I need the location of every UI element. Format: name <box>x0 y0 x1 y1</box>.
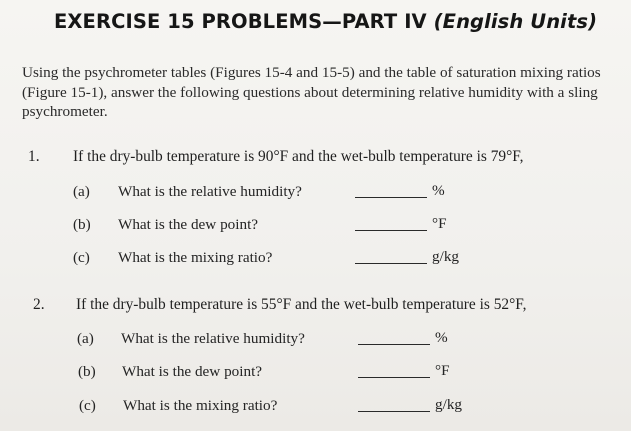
problem-2b-unit: °F <box>435 362 450 379</box>
problem-1a-unit: % <box>432 182 445 199</box>
problem-1a-question: What is the relative humidity? <box>118 183 302 200</box>
problem-2b-question: What is the dew point? <box>122 363 263 380</box>
title-main: EXERCISE 15 PROBLEMS—PART IV <box>54 10 427 33</box>
problem-1b-unit: °F <box>432 215 447 232</box>
problem-2b-letter: (b) <box>78 363 96 380</box>
problem-1-question: If the dry-bulb temperature is 90°F and the wet-bulb temperature is 79°F, <box>73 148 524 165</box>
problem-1b-letter: (b) <box>73 216 91 233</box>
problem-1c-answer-blank[interactable] <box>355 263 427 264</box>
problem-1c-letter: (c) <box>73 249 90 266</box>
problem-2a-question: What is the relative humidity? <box>121 330 305 347</box>
problem-2c-unit: g/kg <box>435 396 463 413</box>
problem-2a-answer-blank[interactable] <box>358 344 430 345</box>
problem-1a-letter: (a) <box>73 183 90 200</box>
problem-2a-unit: % <box>435 329 448 346</box>
problem-1c-question: What is the mixing ratio? <box>118 249 273 266</box>
problem-1b-answer-blank[interactable] <box>355 230 427 231</box>
problem-2-number: 2. <box>33 296 45 313</box>
problem-2c-question: What is the mixing ratio? <box>123 397 278 414</box>
problem-2b-answer-blank[interactable] <box>358 377 430 378</box>
page-title <box>54 10 597 33</box>
instructions-paragraph: Using the psychrometer tables (Figures 15-4 and 15-5) and the table of saturation mixing ratios (Figure 15-1), answer the following questions about determining relative humidity with a sling psychrometer. <box>22 64 601 120</box>
problem-2c-answer-blank[interactable] <box>358 411 430 412</box>
problem-2-question: If the dry-bulb temperature is 55°F and the wet-bulb temperature is 52°F, <box>76 296 527 313</box>
problem-2a-letter: (a) <box>77 330 94 347</box>
problem-1a-answer-blank[interactable] <box>355 197 427 198</box>
problem-1c-unit: g/kg <box>432 248 460 265</box>
problem-1-number: 1. <box>28 148 40 165</box>
problem-1b-question: What is the dew point? <box>118 216 259 233</box>
title-units: (English Units) <box>433 10 598 33</box>
problem-2c-letter: (c) <box>79 397 96 414</box>
